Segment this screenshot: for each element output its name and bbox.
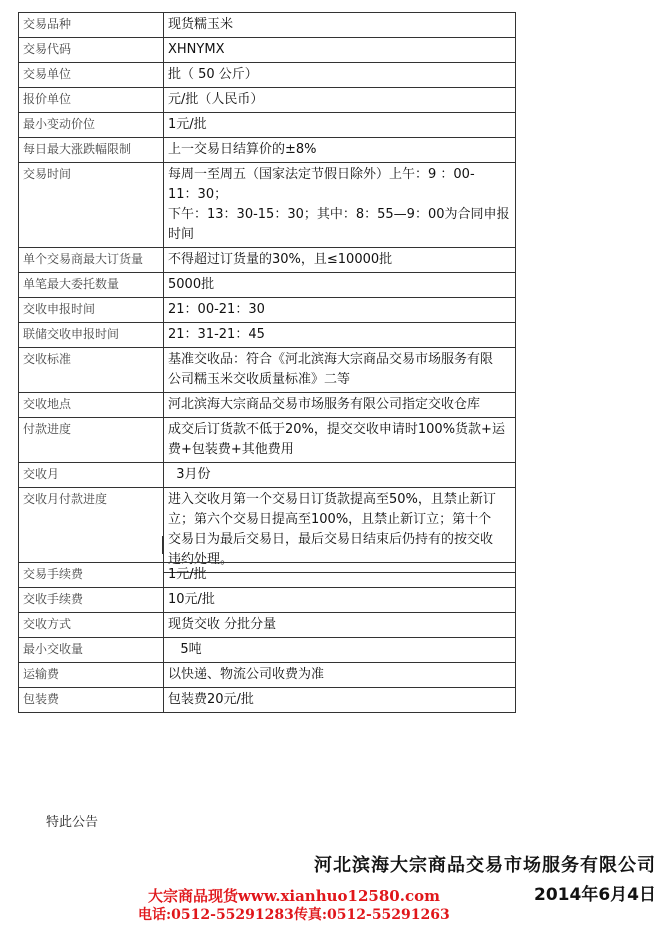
watermark-contact: 电话:0512-55291283传真:0512-55291263 bbox=[138, 907, 450, 923]
notice-text: 特此公告 bbox=[46, 815, 99, 830]
row-label: 交易手续费 bbox=[19, 563, 164, 588]
row-label: 付款进度 bbox=[19, 418, 164, 463]
row-value bbox=[164, 588, 516, 613]
row-label: 联储交收申报时间 bbox=[19, 323, 164, 348]
row-label: 最小交收量 bbox=[19, 638, 164, 663]
row-value bbox=[164, 418, 516, 463]
row-value-line: 5吨 bbox=[168, 642, 202, 657]
row-label: 交收月 bbox=[19, 463, 164, 488]
row-value-line: 5000批 bbox=[168, 277, 215, 292]
table-row bbox=[19, 298, 516, 323]
table-row bbox=[19, 273, 516, 298]
row-value-line: 基准交收品：符合《河北滨海大宗商品交易市场服务有限 bbox=[168, 352, 494, 367]
row-value bbox=[164, 613, 516, 638]
row-value-line: 交易日为最后交易日，最后交易日结束后仍持有的按交收 bbox=[168, 532, 494, 547]
row-value-line: 包装费20元/批 bbox=[168, 692, 254, 707]
table-row bbox=[19, 38, 516, 63]
row-label: 运输费 bbox=[19, 663, 164, 688]
table-row bbox=[19, 88, 516, 113]
row-label: 包装费 bbox=[19, 688, 164, 713]
row-value-line: 立；第六个交易日提高至100%，且禁止新订立；第十个 bbox=[168, 512, 492, 527]
row-label: 交收手续费 bbox=[19, 588, 164, 613]
row-value bbox=[164, 488, 516, 573]
row-label: 交收标准 bbox=[19, 348, 164, 393]
row-label: 交易品种 bbox=[19, 13, 164, 38]
row-value-line: 不得超过订货量的30%，且≤10000批 bbox=[168, 252, 393, 267]
table-row bbox=[19, 138, 516, 163]
table-row bbox=[19, 418, 516, 463]
row-label: 交收方式 bbox=[19, 613, 164, 638]
row-label: 交易时间 bbox=[19, 163, 164, 248]
table-row bbox=[19, 663, 516, 688]
row-value-line: 每周一至周五（国家法定节假日除外）上午：9 ：00- bbox=[168, 167, 475, 182]
row-value-line: 进入交收月第一个交易日订货款提高至50%，且禁止新订 bbox=[168, 492, 496, 507]
row-value-line: 10元/批 bbox=[168, 592, 215, 607]
row-value-line: 21：00-21：30 bbox=[168, 302, 265, 317]
row-value-line: 以快递、物流公司收费为准 bbox=[168, 667, 325, 682]
row-value-line: 元/批（人民币） bbox=[168, 92, 264, 107]
row-value-line: 11：30； bbox=[168, 187, 228, 202]
row-value-line: 21：31-21：45 bbox=[168, 327, 265, 342]
row-value bbox=[164, 323, 516, 348]
row-value bbox=[164, 248, 516, 273]
table-row bbox=[19, 638, 516, 663]
announcement-date: 2014年6月4日 bbox=[534, 885, 656, 905]
table-row bbox=[19, 248, 516, 273]
row-value-line: 时间 bbox=[168, 227, 195, 242]
row-label: 交易单位 bbox=[19, 63, 164, 88]
row-value bbox=[164, 463, 516, 488]
table-border-line bbox=[18, 536, 19, 554]
table-row bbox=[19, 323, 516, 348]
row-value bbox=[164, 113, 516, 138]
table-row bbox=[19, 113, 516, 138]
row-value bbox=[164, 163, 516, 248]
table-row bbox=[19, 588, 516, 613]
row-label: 交易代码 bbox=[19, 38, 164, 63]
row-value bbox=[164, 638, 516, 663]
table-row bbox=[19, 563, 516, 588]
row-value-line: 违约处理。 bbox=[168, 552, 234, 567]
row-label: 每日最大涨跌幅限制 bbox=[19, 138, 164, 163]
row-value-line: 费+包装费+其他费用 bbox=[168, 442, 294, 457]
row-value-line: 批（ 50 公斤） bbox=[168, 67, 258, 82]
table-row bbox=[19, 393, 516, 418]
table-row bbox=[19, 688, 516, 713]
table-row bbox=[19, 163, 516, 248]
row-value-line: 3月份 bbox=[168, 467, 211, 482]
row-value-line: 公司糯玉米交收质量标准》二等 bbox=[168, 372, 351, 387]
spec-table bbox=[18, 12, 516, 573]
row-value bbox=[164, 13, 516, 38]
row-value-line: 1元/批 bbox=[168, 117, 207, 132]
table-row bbox=[19, 488, 516, 573]
watermark-website: 大宗商品现货www.xianhuo12580.com bbox=[148, 887, 440, 905]
table-border-line bbox=[515, 536, 516, 554]
row-value bbox=[164, 88, 516, 113]
table-row bbox=[19, 463, 516, 488]
row-label: 报价单位 bbox=[19, 88, 164, 113]
row-value bbox=[164, 273, 516, 298]
row-value-line: XHNYMX bbox=[168, 42, 225, 57]
table-border-line bbox=[162, 536, 163, 554]
row-value-line: 河北滨海大宗商品交易市场服务有限公司指定交收仓库 bbox=[168, 397, 481, 412]
row-value-line: 成交后订货款不低于20%，提交交收申请时100%货款+运 bbox=[168, 422, 505, 437]
table-row bbox=[19, 63, 516, 88]
row-value bbox=[164, 63, 516, 88]
row-value bbox=[164, 138, 516, 163]
company-name: 河北滨海大宗商品交易市场服务有限公司 bbox=[314, 855, 656, 876]
row-label: 交收月付款进度 bbox=[19, 488, 164, 573]
fee-table bbox=[18, 562, 516, 713]
table-row bbox=[19, 613, 516, 638]
row-value-line: 1元/批 bbox=[168, 567, 207, 582]
table-row bbox=[19, 13, 516, 38]
row-value-line: 现货糯玉米 bbox=[168, 17, 234, 32]
row-value-line: 下午：13：30-15：30；其中：8：55—9：00为合同申报 bbox=[168, 207, 510, 222]
row-value bbox=[164, 348, 516, 393]
row-value bbox=[164, 298, 516, 323]
row-value bbox=[164, 663, 516, 688]
row-value bbox=[164, 688, 516, 713]
row-label: 交收地点 bbox=[19, 393, 164, 418]
row-label: 交收申报时间 bbox=[19, 298, 164, 323]
row-label: 最小变动价位 bbox=[19, 113, 164, 138]
table-row bbox=[19, 348, 516, 393]
row-value-line: 现货交收 分批分量 bbox=[168, 617, 277, 632]
row-value bbox=[164, 38, 516, 63]
row-value-line: 上一交易日结算价的±8% bbox=[168, 142, 317, 157]
row-value bbox=[164, 393, 516, 418]
row-label: 单个交易商最大订货量 bbox=[19, 248, 164, 273]
row-label: 单笔最大委托数量 bbox=[19, 273, 164, 298]
row-value bbox=[164, 563, 516, 588]
